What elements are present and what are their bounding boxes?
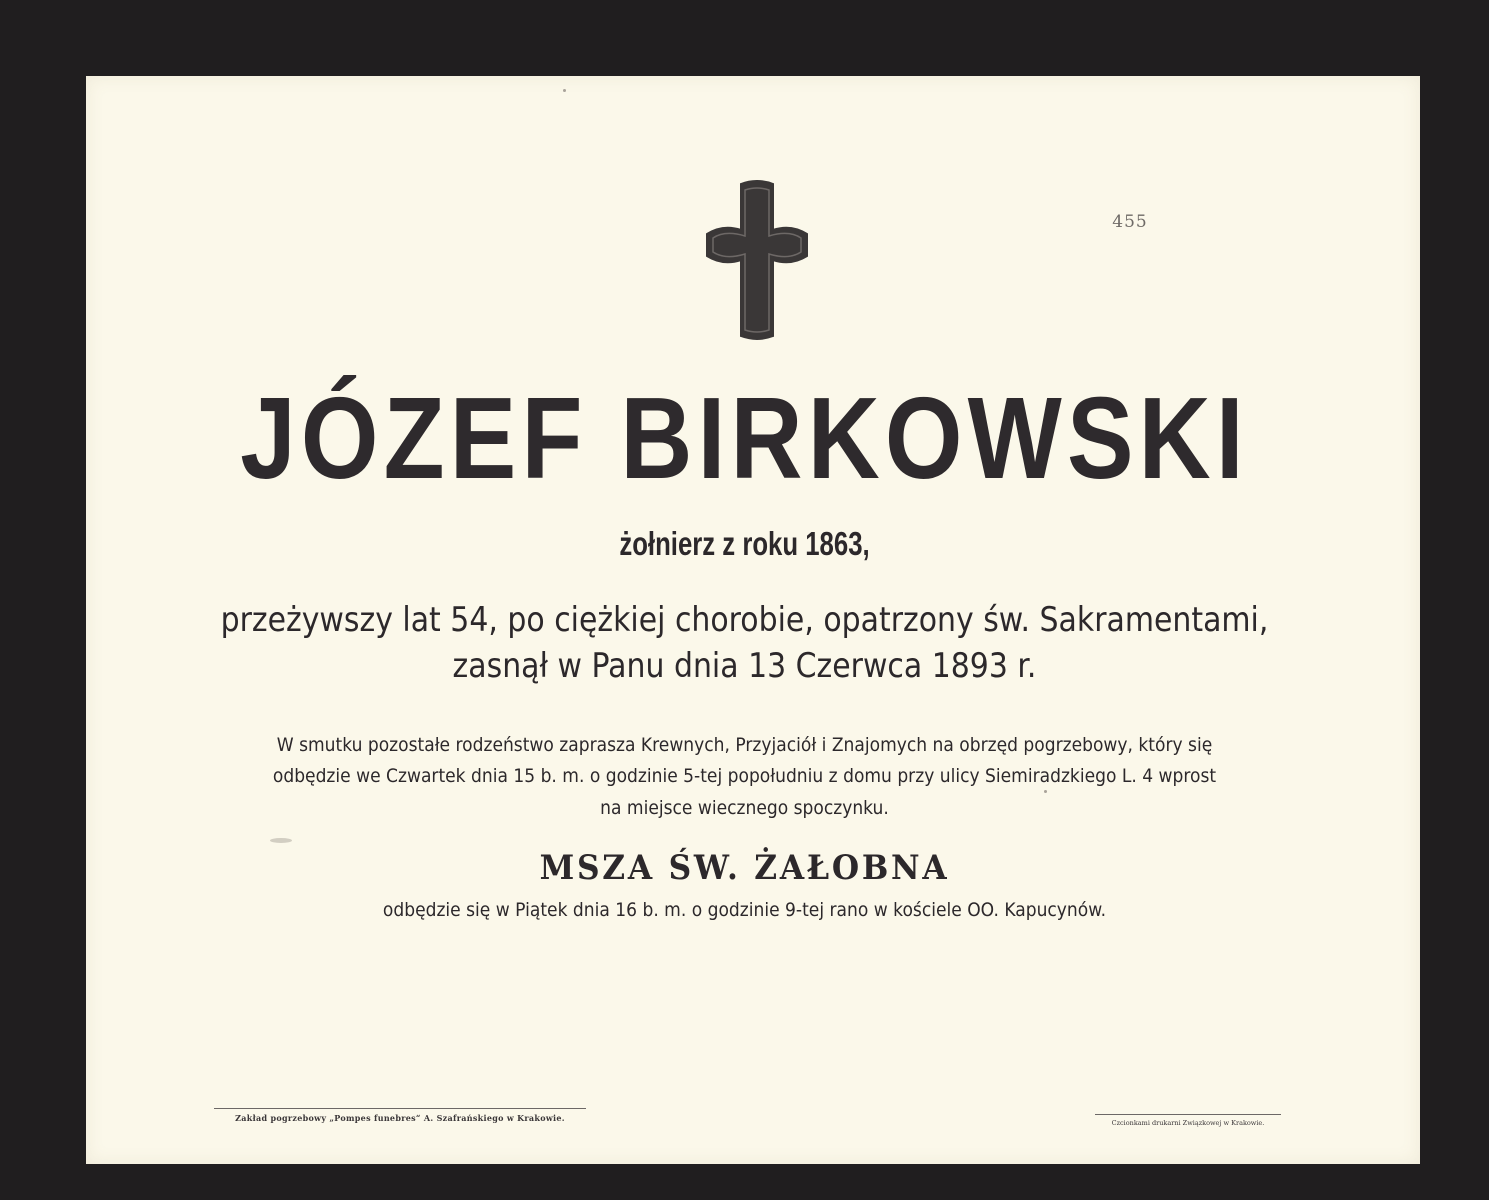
mass-details: odbędzie się w Piątek dnia 16 b. m. o godzinie 9-tej rano w kościele OO. Kapucynów.: [382, 899, 1107, 921]
paper-speck: [270, 838, 292, 843]
deceased-name: JÓZEF BIRKOWSKI: [240, 373, 1249, 503]
subtitle: żołnierz z roku 1863,: [619, 525, 870, 562]
invitation-line-1: W smutku pozostałe rodzeństwo zaprasza Krewnych, Przyjaciół i Znajomych na obrzęd pogrzebowy, który się: [276, 734, 1213, 756]
invitation-line-2: odbędzie we Czwartek dnia 15 b. m. o godzinie 5-tej popołudniu z domu przy ulicy Siemiradzkiego L. 4 wprost: [272, 765, 1217, 787]
paper-speck: [563, 89, 566, 92]
mass-heading: MSZA ŚW. ŻAŁOBNA: [539, 848, 950, 888]
page-number: 455: [1112, 212, 1148, 232]
footer-funeral-home: Zakład pogrzebowy „Pompes funebres“ A. Szafrańskiego w Krakowie.: [214, 1108, 586, 1123]
main-line-2: zasnął w Panu dnia 13 Czerwca 1893 r.: [452, 646, 1037, 686]
main-line-1: przeżywszy lat 54, po ciężkiej chorobie, opatrzony św. Sakramentami,: [220, 600, 1269, 640]
footer-printer: Czcionkami drukarni Związkowej w Krakowie.: [1095, 1114, 1281, 1127]
cross-icon: [703, 180, 811, 342]
invitation-line-3: na miejsce wiecznego spoczynku.: [600, 797, 889, 819]
